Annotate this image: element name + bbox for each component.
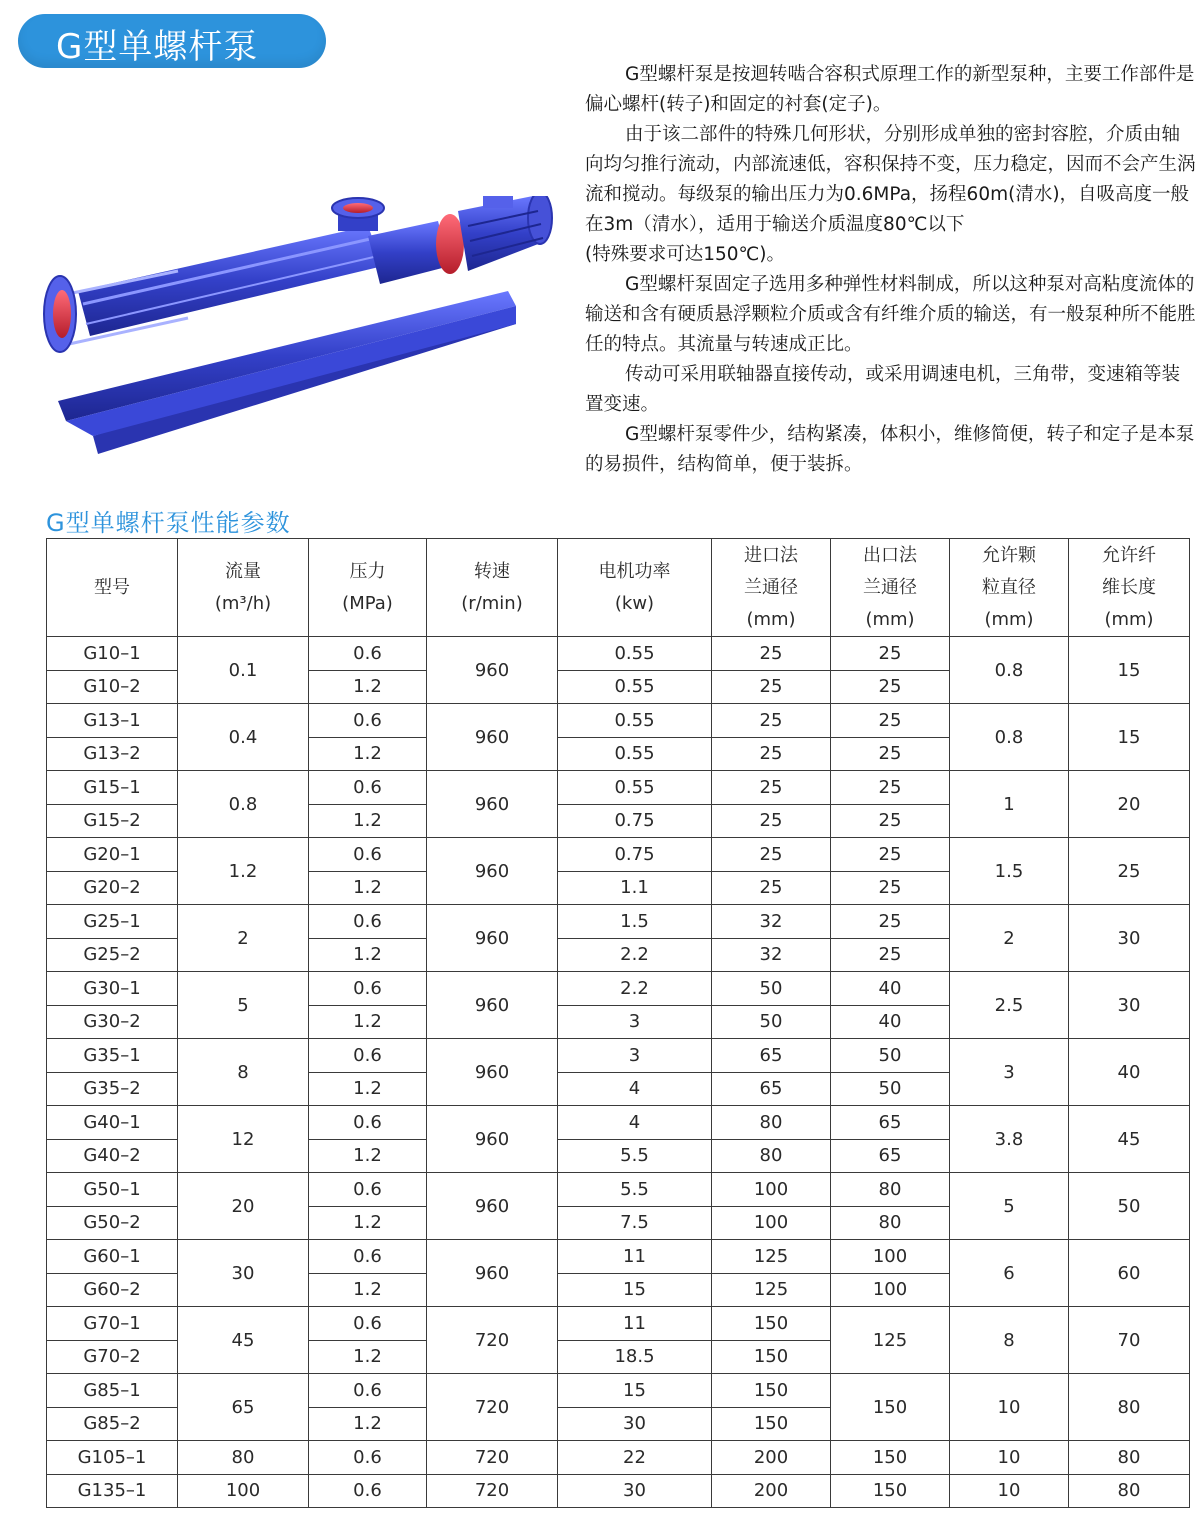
cell-inlet: 80: [712, 1139, 831, 1173]
cell-model: G40–1: [47, 1106, 178, 1140]
cell-model: G20–1: [47, 838, 178, 872]
cell-model: G135–1: [47, 1474, 178, 1508]
cell-pressure: 1.2: [309, 1273, 427, 1307]
cell-flow: 20: [178, 1173, 309, 1240]
cell-power: 4: [558, 1106, 712, 1140]
cell-speed: 960: [427, 771, 558, 838]
cell-particle: 10: [950, 1374, 1069, 1441]
header-speed: 转速 (r/min): [427, 539, 558, 637]
cell-inlet: 25: [712, 637, 831, 671]
cell-inlet: 80: [712, 1106, 831, 1140]
cell-pressure: 1.2: [309, 1139, 427, 1173]
cell-speed: 960: [427, 905, 558, 972]
cell-power: 0.75: [558, 804, 712, 838]
cell-inlet: 150: [712, 1374, 831, 1408]
cell-model: G50–2: [47, 1206, 178, 1240]
cell-inlet: 65: [712, 1072, 831, 1106]
cell-flow: 2: [178, 905, 309, 972]
table-row: [47, 637, 1190, 671]
cell-power: 2.2: [558, 972, 712, 1006]
cell-inlet: 150: [712, 1307, 831, 1341]
cell-inlet: 25: [712, 704, 831, 738]
table-row: [47, 1106, 1190, 1140]
header-inlet: 进口法 兰通径 (mm): [712, 539, 831, 637]
page-title: G型单螺杆泵: [56, 27, 259, 67]
cell-power: 30: [558, 1474, 712, 1508]
cell-model: G15–2: [47, 804, 178, 838]
cell-pressure: 0.6: [309, 1173, 427, 1207]
table-header-row: [47, 539, 1190, 637]
table-row: [47, 1374, 1190, 1408]
cell-speed: 960: [427, 704, 558, 771]
cell-inlet: 65: [712, 1039, 831, 1073]
cell-outlet: 50: [831, 1039, 950, 1073]
cell-outlet: 125: [831, 1307, 950, 1374]
cell-outlet: 150: [831, 1441, 950, 1475]
cell-pressure: 1.2: [309, 1340, 427, 1374]
intro-text: [585, 60, 1197, 480]
table-row: [47, 1173, 1190, 1207]
table-row: [47, 1441, 1190, 1475]
cell-fiber: 60: [1069, 1240, 1190, 1307]
table-row: [47, 1240, 1190, 1274]
title-banner: [18, 14, 326, 68]
cell-power: 1.1: [558, 871, 712, 905]
cell-outlet: 65: [831, 1106, 950, 1140]
cell-model: G50–1: [47, 1173, 178, 1207]
cell-fiber: 80: [1069, 1374, 1190, 1441]
cell-inlet: 125: [712, 1240, 831, 1274]
cell-flow: 5: [178, 972, 309, 1039]
header-model: 型号: [47, 539, 178, 637]
cell-speed: 720: [427, 1441, 558, 1475]
cell-pressure: 1.2: [309, 938, 427, 972]
cell-power: 11: [558, 1307, 712, 1341]
table-row: [47, 1474, 1190, 1508]
cell-outlet: 80: [831, 1206, 950, 1240]
table-body: [47, 637, 1190, 1508]
cell-model: G10–2: [47, 670, 178, 704]
cell-power: 0.55: [558, 771, 712, 805]
cell-particle: 3.8: [950, 1106, 1069, 1173]
cell-power: 0.55: [558, 670, 712, 704]
cell-power: 0.55: [558, 737, 712, 771]
cell-power: 2.2: [558, 938, 712, 972]
cell-fiber: 20: [1069, 771, 1190, 838]
cell-fiber: 30: [1069, 972, 1190, 1039]
cell-outlet: 40: [831, 972, 950, 1006]
cell-flow: 30: [178, 1240, 309, 1307]
cell-speed: 720: [427, 1374, 558, 1441]
cell-model: G13–1: [47, 704, 178, 738]
cell-inlet: 25: [712, 737, 831, 771]
intro-paragraph: G型螺杆泵零件少，结构紧凑，体积小，维修简便，转子和定子是本泵的易损件，结构简单，便于装拆。: [585, 424, 1195, 475]
cell-outlet: 25: [831, 838, 950, 872]
cell-fiber: 30: [1069, 905, 1190, 972]
cell-model: G70–1: [47, 1307, 178, 1341]
header-outlet: 出口法 兰通径 (mm): [831, 539, 950, 637]
cell-power: 0.75: [558, 838, 712, 872]
cell-flow: 0.1: [178, 637, 309, 704]
cell-pressure: 1.2: [309, 1005, 427, 1039]
cell-power: 3: [558, 1005, 712, 1039]
cell-model: G15–1: [47, 771, 178, 805]
cell-power: 0.55: [558, 704, 712, 738]
cell-inlet: 25: [712, 838, 831, 872]
cell-pressure: 0.6: [309, 1374, 427, 1408]
cell-fiber: 80: [1069, 1441, 1190, 1475]
cell-flow: 80: [178, 1441, 309, 1475]
header-particle: 允许颗 粒直径 (mm): [950, 539, 1069, 637]
cell-fiber: 40: [1069, 1039, 1190, 1106]
cell-outlet: 25: [831, 771, 950, 805]
cell-power: 15: [558, 1374, 712, 1408]
cell-model: G35–2: [47, 1072, 178, 1106]
intro-paragraph: 传动可采用联轴器直接传动，或采用调速电机，三角带，变速箱等装置变速。: [585, 364, 1181, 415]
section-title: G型单螺杆泵性能参数: [46, 509, 291, 537]
cell-pressure: 1.2: [309, 1206, 427, 1240]
cell-inlet: 200: [712, 1474, 831, 1508]
cell-particle: 2.5: [950, 972, 1069, 1039]
cell-fiber: 25: [1069, 838, 1190, 905]
cell-model: G70–2: [47, 1340, 178, 1374]
cell-particle: 0.8: [950, 637, 1069, 704]
header-power: 电机功率 (kw): [558, 539, 712, 637]
cell-outlet: 65: [831, 1139, 950, 1173]
cell-flow: 12: [178, 1106, 309, 1173]
cell-speed: 720: [427, 1307, 558, 1374]
cell-pressure: 1.2: [309, 670, 427, 704]
cell-model: G25–1: [47, 905, 178, 939]
cell-outlet: 25: [831, 871, 950, 905]
cell-power: 4: [558, 1072, 712, 1106]
cell-inlet: 200: [712, 1441, 831, 1475]
cell-outlet: 100: [831, 1240, 950, 1274]
header-flow: 流量 (m³/h): [178, 539, 309, 637]
cell-speed: 720: [427, 1474, 558, 1508]
table-row: [47, 704, 1190, 738]
cell-fiber: 70: [1069, 1307, 1190, 1374]
cell-model: G85–1: [47, 1374, 178, 1408]
cell-particle: 10: [950, 1474, 1069, 1508]
cell-fiber: 50: [1069, 1173, 1190, 1240]
cell-particle: 6: [950, 1240, 1069, 1307]
cell-speed: 960: [427, 972, 558, 1039]
cell-model: G30–2: [47, 1005, 178, 1039]
spec-table: [46, 538, 1190, 1508]
cell-power: 0.55: [558, 637, 712, 671]
cell-power: 30: [558, 1407, 712, 1441]
cell-pressure: 1.2: [309, 804, 427, 838]
cell-model: G60–2: [47, 1273, 178, 1307]
cell-inlet: 25: [712, 871, 831, 905]
cell-speed: 960: [427, 1240, 558, 1307]
cell-speed: 960: [427, 637, 558, 704]
cell-power: 15: [558, 1273, 712, 1307]
cell-inlet: 150: [712, 1407, 831, 1441]
cell-power: 7.5: [558, 1206, 712, 1240]
cell-particle: 1: [950, 771, 1069, 838]
cell-inlet: 25: [712, 804, 831, 838]
intro-paragraph: G型螺杆泵固定子选用多种弹性材料制成，所以这种泵对高粘度流体的输送和含有硬质悬浮颗粒介质或含有纤维介质的输送，有一般泵种所不能胜任的特点。其流量与转速成正比。: [585, 274, 1196, 355]
cell-model: G25–2: [47, 938, 178, 972]
table-row: [47, 1307, 1190, 1341]
cell-pressure: 0.6: [309, 838, 427, 872]
cell-particle: 10: [950, 1441, 1069, 1475]
table-row: [47, 1039, 1190, 1073]
cell-pressure: 1.2: [309, 1407, 427, 1441]
cell-outlet: 50: [831, 1072, 950, 1106]
cell-flow: 100: [178, 1474, 309, 1508]
cell-model: G40–2: [47, 1139, 178, 1173]
cell-outlet: 25: [831, 938, 950, 972]
cell-speed: 960: [427, 1039, 558, 1106]
cell-inlet: 150: [712, 1340, 831, 1374]
cell-inlet: 125: [712, 1273, 831, 1307]
cell-pressure: 0.6: [309, 1441, 427, 1475]
cell-particle: 0.8: [950, 704, 1069, 771]
cell-power: 3: [558, 1039, 712, 1073]
cell-inlet: 32: [712, 905, 831, 939]
cell-flow: 8: [178, 1039, 309, 1106]
cell-pressure: 0.6: [309, 1474, 427, 1508]
cell-outlet: 25: [831, 670, 950, 704]
cell-model: G35–1: [47, 1039, 178, 1073]
cell-flow: 45: [178, 1307, 309, 1374]
cell-particle: 1.5: [950, 838, 1069, 905]
cell-particle: 5: [950, 1173, 1069, 1240]
cell-flow: 1.2: [178, 838, 309, 905]
cell-flow: 0.4: [178, 704, 309, 771]
cell-outlet: 25: [831, 804, 950, 838]
cell-model: G105–1: [47, 1441, 178, 1475]
table-row: [47, 972, 1190, 1006]
cell-fiber: 80: [1069, 1474, 1190, 1508]
cell-pressure: 0.6: [309, 704, 427, 738]
cell-pressure: 0.6: [309, 1240, 427, 1274]
cell-outlet: 25: [831, 704, 950, 738]
pump-image: [38, 196, 553, 458]
cell-speed: 960: [427, 1173, 558, 1240]
cell-fiber: 15: [1069, 704, 1190, 771]
cell-fiber: 15: [1069, 637, 1190, 704]
cell-pressure: 0.6: [309, 637, 427, 671]
cell-inlet: 50: [712, 1005, 831, 1039]
cell-pressure: 0.6: [309, 771, 427, 805]
intro-paragraph: G型螺杆泵是按迴转啮合容积式原理工作的新型泵种，主要工作部件是偏心螺杆(转子)和固定的衬套(定子)。: [585, 64, 1195, 115]
cell-power: 18.5: [558, 1340, 712, 1374]
table-row: [47, 771, 1190, 805]
cell-pressure: 0.6: [309, 1039, 427, 1073]
cell-inlet: 50: [712, 972, 831, 1006]
cell-outlet: 150: [831, 1374, 950, 1441]
cell-pressure: 0.6: [309, 1106, 427, 1140]
cell-outlet: 80: [831, 1173, 950, 1207]
cell-pressure: 1.2: [309, 737, 427, 771]
cell-power: 22: [558, 1441, 712, 1475]
cell-pressure: 1.2: [309, 1072, 427, 1106]
cell-speed: 960: [427, 838, 558, 905]
cell-particle: 8: [950, 1307, 1069, 1374]
cell-pressure: 0.6: [309, 905, 427, 939]
cell-outlet: 100: [831, 1273, 950, 1307]
cell-particle: 2: [950, 905, 1069, 972]
intro-paragraph: (特殊要求可达150℃)。: [585, 244, 786, 265]
table-row: [47, 905, 1190, 939]
header-fiber: 允许纤 维长度 (mm): [1069, 539, 1190, 637]
cell-inlet: 100: [712, 1206, 831, 1240]
cell-particle: 3: [950, 1039, 1069, 1106]
cell-pressure: 0.6: [309, 1307, 427, 1341]
table-row: [47, 838, 1190, 872]
cell-outlet: 25: [831, 737, 950, 771]
cell-model: G10–1: [47, 637, 178, 671]
cell-inlet: 32: [712, 938, 831, 972]
cell-power: 11: [558, 1240, 712, 1274]
cell-outlet: 25: [831, 637, 950, 671]
cell-outlet: 25: [831, 905, 950, 939]
cell-inlet: 25: [712, 771, 831, 805]
cell-power: 5.5: [558, 1173, 712, 1207]
cell-power: 1.5: [558, 905, 712, 939]
cell-inlet: 100: [712, 1173, 831, 1207]
cell-model: G20–2: [47, 871, 178, 905]
cell-outlet: 40: [831, 1005, 950, 1039]
cell-model: G85–2: [47, 1407, 178, 1441]
cell-pressure: 1.2: [309, 871, 427, 905]
cell-speed: 960: [427, 1106, 558, 1173]
cell-pressure: 0.6: [309, 972, 427, 1006]
cell-model: G30–1: [47, 972, 178, 1006]
cell-fiber: 45: [1069, 1106, 1190, 1173]
cell-flow: 0.8: [178, 771, 309, 838]
cell-outlet: 150: [831, 1474, 950, 1508]
cell-model: G60–1: [47, 1240, 178, 1274]
cell-flow: 65: [178, 1374, 309, 1441]
cell-power: 5.5: [558, 1139, 712, 1173]
intro-paragraph: 由于该二部件的特殊几何形状，分别形成单独的密封容腔，介质由轴向均匀推行流动，内部流速低，容积保持不变，压力稳定，因而不会产生涡流和搅动。每级泵的输出压力为0.6MPa，扬程60m(清水)，自吸高度一般在3m（清水），适用于输送介质温度80℃以下: [585, 124, 1196, 235]
cell-inlet: 25: [712, 670, 831, 704]
cell-model: G13–2: [47, 737, 178, 771]
header-pressure: 压力 (MPa): [309, 539, 427, 637]
